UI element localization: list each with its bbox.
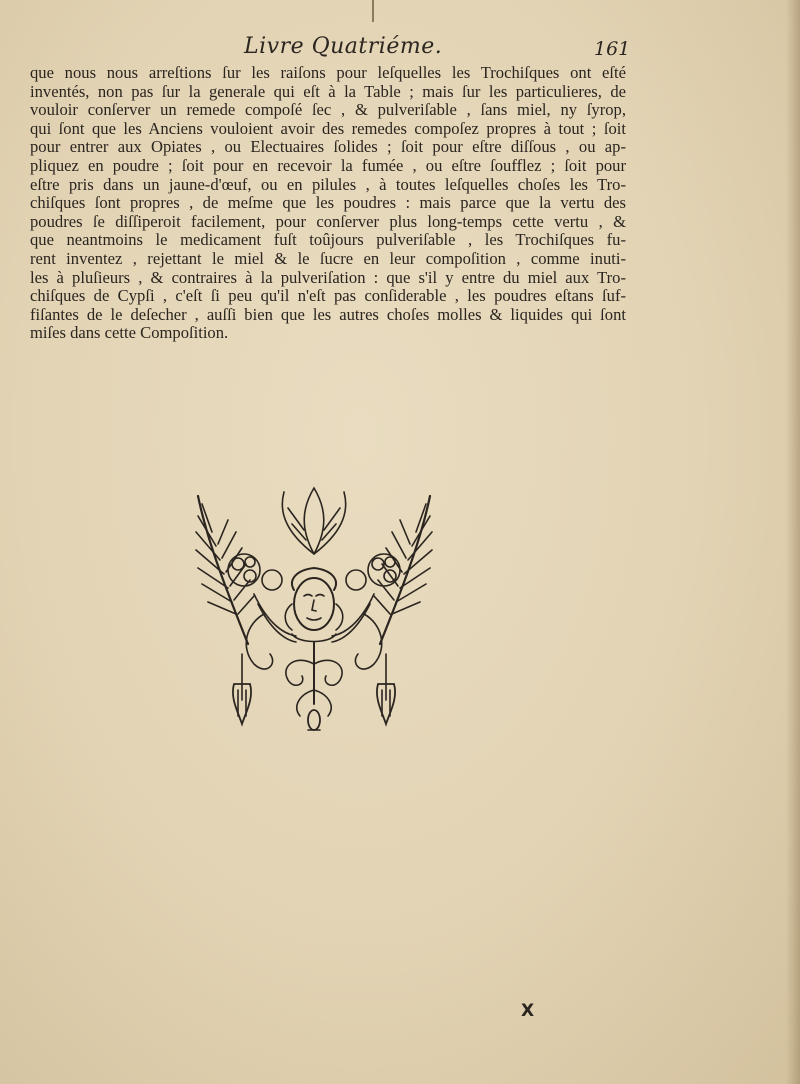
page-number: 161 [594, 38, 631, 60]
running-head: Livre Quatriéme. [244, 34, 443, 59]
text-line: pour entrer aux Opiates , ou Electuaires ſolides ; ſoit pour eſtre diſſous , ou ap- [30, 137, 626, 157]
text-line: miſes dans cette Compoſition. [30, 323, 229, 343]
text-line: pliquez en poudre ; ſoit pour en recevoir la fumée , ou eſtre ſoufflez ; ſoit pour [30, 155, 626, 175]
text-line: que nous nous arreſtions ſur les raiſons pour leſquelles les Trochiſques ont eſté [30, 63, 626, 82]
signature-mark: X [521, 1001, 535, 1021]
text-line: que neantmoins le medicament fuſt toûjours pulveriſable , les Trochiſques fu- [30, 230, 626, 250]
text-line: inventés, non pas ſur la generale qui eſt à la Table ; mais ſur les particulieres, de [30, 81, 626, 101]
text-line: rent inventez , rejettant le miel & le ſucre en leur compoſition , comme inuti- [30, 248, 626, 268]
woodcut-ornament [188, 484, 440, 740]
page-gutter-shadow [786, 0, 800, 1084]
text-line: fiſantes de le deſecher , auſſi bien que les autres choſes molles & liquides qui ſont [30, 304, 626, 324]
text-line: vouloir conſerver un remede compoſé ſec , & pulveriſable , ſans miel, ny ſyrop, [30, 100, 626, 120]
text-line: les à pluſieurs , & contraires à la pulveriſation : que s'il y entre du miel aux Tro- [30, 267, 626, 287]
printer-rule-mark [372, 0, 374, 22]
text-line: eſtre pris dans un jaune-d'œuf, ou en pilules , à toutes leſquelles choſes les Tro- [30, 174, 626, 194]
text-line: chiſques ſont propres , de meſme que les poudres : mais parce que la vertu des [30, 193, 626, 213]
text-line: qui ſont que les Anciens vouloient avoir des remedes compoſez propres à tout ; ſoit [30, 118, 626, 138]
text-line: poudres ſe diſſiperoit facilement, pour conſerver plus long-temps cette vertu , & [30, 211, 626, 231]
text-line: chiſques de Cypſi , c'eſt ſi peu qu'il n'eſt pas conſiderable , les poudres eſtans ſuf- [30, 286, 626, 306]
body-paragraph [30, 64, 626, 343]
